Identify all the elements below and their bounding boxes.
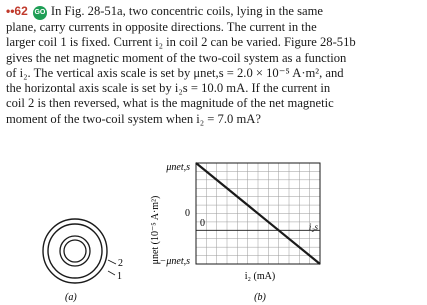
y-axis-label: μnet (10⁻⁵ A·m²) — [150, 195, 161, 265]
graph-figure — [150, 162, 320, 303]
coil-1-leader — [108, 271, 115, 275]
problem-line-2: plane, carry currents in opposite directions. The current in the — [6, 20, 317, 34]
coils-figure — [43, 219, 123, 303]
problem-line-3: larger coil 1 is fixed. Current i₂ in coil 2 can be varied. Figure 28-51b — [6, 35, 356, 50]
problem-line-7: coil 2 is then reversed, what is the magnitude of the net magnetic — [6, 96, 334, 111]
xtick-end: i₂s — [308, 222, 318, 232]
ytick-zero: 0 — [185, 208, 190, 219]
ytick-top: μnet,s — [166, 162, 190, 173]
problem-line-6: the horizontal axis scale is set by i₂s = 10.0 mA. If the current in — [6, 81, 331, 96]
problem-line-8: moment of the two-coil system when i₂ = 7.0 mA? — [6, 111, 261, 126]
ytick-bottom: −μnet,s — [159, 256, 190, 267]
go-badge-icon: GO — [33, 6, 47, 20]
problem-number: ••62 — [6, 4, 28, 18]
coil-1-inner — [48, 224, 102, 278]
caption-b: (b) — [254, 292, 266, 303]
problem-line-4: gives the net magnetic moment of the two-coil system as a function — [6, 50, 347, 65]
coil-2-label: 2 — [118, 258, 123, 269]
coil-2-inner — [64, 240, 86, 262]
coil-1-outer — [43, 219, 107, 283]
coil-1-label: 1 — [117, 271, 122, 282]
x-axis-label: i₂ (mA) — [244, 271, 276, 282]
problem-line-1-text: In Fig. 28-51a, two concentric coils, lying in the same — [50, 4, 324, 18]
caption-a: (a) — [65, 292, 77, 303]
coil-2-leader — [108, 260, 116, 264]
problem-line-5: of i₂. The vertical axis scale is set by μnet,s = 2.0 × 10⁻⁵ A·m², and — [6, 65, 344, 80]
xtick-zero: 0 — [200, 218, 205, 229]
